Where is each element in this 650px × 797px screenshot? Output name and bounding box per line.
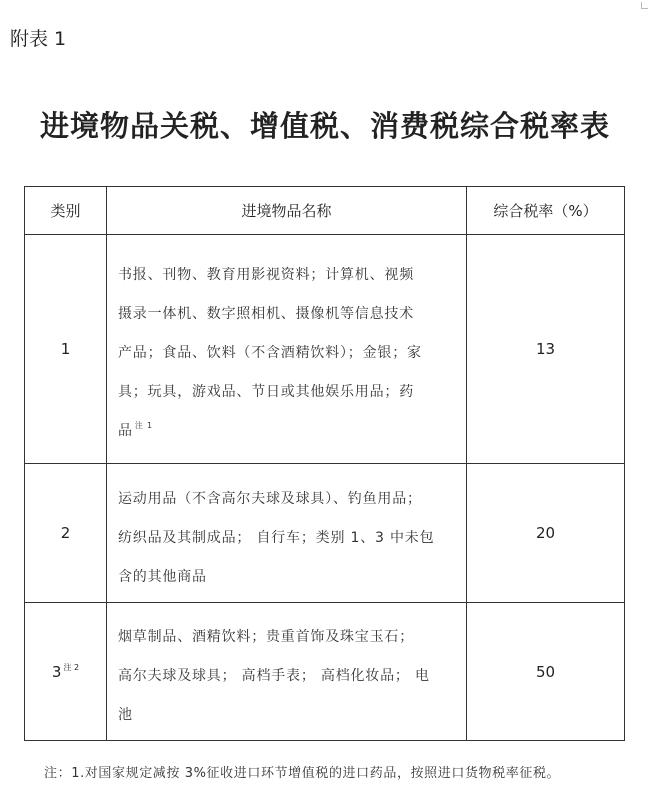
rate-value: 20 [535,524,556,542]
item-line: 高尔夫球及球具； 高档手表； 高档化妆品； 电 [118,668,430,684]
rate-value: 50 [535,662,556,681]
category-cell [25,603,107,741]
item-names-cell [107,235,467,464]
header-tax-rate: 综合税率（%） [467,187,625,235]
item-line: 产品；食品、饮料（不含酒精饮料）；金银；家 [118,345,422,361]
footnote-marker: 注 2 [63,662,80,672]
category-value: 1 [60,340,71,358]
category-cell [25,464,107,603]
footnote-marker: 注 1 [134,421,153,430]
item-line: 烟草制品、酒精饮料；贵重首饰及珠宝玉石； [118,629,414,645]
table-row [25,235,625,464]
page-title: 进境物品关税、增值税、消费税综合税率表 [39,109,610,143]
rate-cell [467,464,625,603]
item-line: 含的其他商品 [118,568,207,585]
tax-rate-table [24,186,625,741]
item-line: 品 [118,423,133,439]
page-corner-mark [641,2,648,9]
rate-cell [467,603,625,741]
table-row [25,464,625,603]
footnote-text: 注：1.对国家规定减按 3%征收进口环节增值税的进口药品，按照进口货物税率征税。 [44,766,561,781]
category-value: 3 [51,662,62,681]
item-line: 池 [118,707,133,723]
item-line: 运动用品（不含高尔夫球及球具）、钓鱼用品； [118,490,422,507]
header-category: 类别 [25,187,107,235]
item-line: 纺织品及其制成品； 自行车；类别 1、3 中未包 [118,529,435,546]
item-line: 具；玩具，游戏品、节日或其他娱乐用品；药 [118,384,414,400]
category-cell [25,235,107,464]
item-names-cell [107,464,467,603]
category-value: 2 [60,524,71,542]
item-names-cell [107,603,467,741]
item-line: 摄录一体机、数字照相机、摄像机等信息技术 [118,306,414,322]
rate-value: 13 [535,340,556,358]
appendix-label: 附表 1 [10,28,67,50]
table-header-row [25,187,625,235]
item-line: 书报、刊物、教育用影视资料；计算机、视频 [118,267,414,283]
table-row [25,603,625,741]
rate-cell [467,235,625,464]
header-item-name: 进境物品名称 [107,187,467,235]
